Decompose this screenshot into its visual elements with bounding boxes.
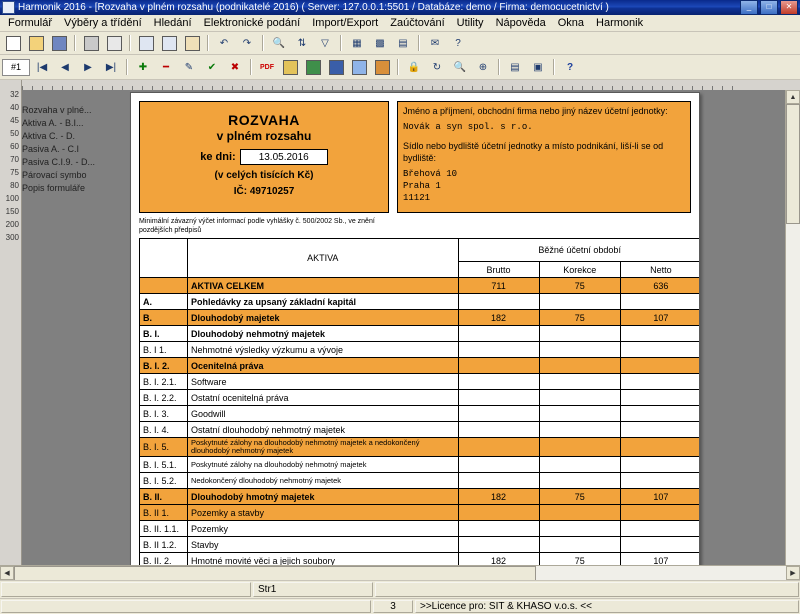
legal-fineprint: Minimální závazný výčet informací podle vyhlášky č. 500/2002 Sb., ve znění pozdějších předpisů xyxy=(139,218,375,234)
row-value-brutto[interactable] xyxy=(458,326,539,342)
zoom-icon[interactable]: ⊕ xyxy=(478,61,488,73)
row-label: Poskytnuté zálohy na dlouhodobý nehmotný majetek a nedokončený dlouhodobý nehmotný majetek xyxy=(187,438,458,457)
row-value-netto[interactable] xyxy=(620,473,700,489)
row-label: Goodwill xyxy=(187,406,458,422)
header-aktiva: AKTIVA xyxy=(187,239,458,278)
row-code: B. I. 4. xyxy=(140,422,188,438)
row-value-netto[interactable] xyxy=(620,294,700,310)
date-row xyxy=(140,149,388,165)
toolbar-separator xyxy=(418,35,420,51)
calendar-icon[interactable]: ▤ xyxy=(510,61,520,73)
field-list-item[interactable]: Párovací symbo xyxy=(22,170,87,180)
row-label: Pozemky xyxy=(187,521,458,537)
row-value-brutto[interactable]: 711 xyxy=(458,278,539,294)
toolbar-separator xyxy=(340,35,342,51)
pdf-icon[interactable]: PDF xyxy=(260,63,274,71)
cut-icon[interactable] xyxy=(135,33,157,54)
ruler-mark: 70 xyxy=(10,155,19,164)
table-row[interactable] xyxy=(140,473,701,489)
row-value-korekce[interactable] xyxy=(539,342,620,358)
row-value-brutto[interactable] xyxy=(458,342,539,358)
form-header xyxy=(139,101,691,213)
scroll-left-button[interactable]: ◀ xyxy=(0,566,14,580)
table-row[interactable] xyxy=(140,326,701,342)
preview-icon[interactable] xyxy=(103,33,125,54)
menu-bar[interactable] xyxy=(0,15,800,32)
app-icon xyxy=(2,1,15,14)
row-value-netto[interactable] xyxy=(620,326,700,342)
row-value-korekce[interactable] xyxy=(539,422,620,438)
row-label: Software xyxy=(187,374,458,390)
html-icon[interactable] xyxy=(348,57,370,78)
company-box xyxy=(397,101,691,213)
lock-icon[interactable]: 🔒 xyxy=(407,61,421,73)
menu-item-utility[interactable]: Utility xyxy=(456,17,484,29)
header-korekce: Korekce xyxy=(539,262,620,278)
row-value-netto[interactable] xyxy=(620,438,700,457)
row-value-netto[interactable] xyxy=(620,390,700,406)
horizontal-scrollbar[interactable] xyxy=(0,565,800,580)
header-current-period: Běžné účetní období xyxy=(458,239,700,262)
table-row[interactable] xyxy=(140,422,701,438)
copy-icon[interactable] xyxy=(158,33,180,54)
row-code: B. II. 1.1. xyxy=(140,521,188,537)
row-value-netto[interactable]: 636 xyxy=(620,278,700,294)
row-value-brutto[interactable]: 182 xyxy=(458,489,539,505)
toolbar-separator xyxy=(207,35,209,51)
row-value-brutto[interactable] xyxy=(458,438,539,457)
row-value-korekce[interactable] xyxy=(539,358,620,374)
ic-value[interactable]: 49710257 xyxy=(249,186,295,197)
ruler-mark: 45 xyxy=(10,116,19,125)
row-code: B. II 1. xyxy=(140,505,188,521)
header-blank xyxy=(140,239,188,278)
menu-item-elektronicke-podani[interactable]: Elektronické podání xyxy=(203,17,301,29)
address-caption: Sídlo nebo bydliště účetní jednotky a místo podnikání, liší-li se od bydliště: xyxy=(403,141,664,163)
row-value-korekce[interactable] xyxy=(539,537,620,553)
table-header-group-row xyxy=(140,239,701,262)
minimize-button[interactable]: _ xyxy=(740,0,758,15)
table-row[interactable] xyxy=(140,294,701,310)
word-icon[interactable] xyxy=(325,57,347,78)
row-value-netto[interactable] xyxy=(620,374,700,390)
menu-item-napoveda[interactable]: Nápověda xyxy=(495,17,546,29)
window-controls[interactable] xyxy=(740,0,798,15)
check-icon[interactable]: ✔ xyxy=(207,61,217,73)
row-label: Nedokončený dlouhodobý nehmotný majetek xyxy=(187,473,458,489)
row-label: Nehmotné výsledky výzkumu a vývoje xyxy=(187,342,458,358)
date-input[interactable]: 13.05.2016 xyxy=(240,149,328,165)
ic-label: IČ: xyxy=(233,186,248,197)
header-brutto: Brutto xyxy=(458,262,539,278)
row-value-korekce[interactable] xyxy=(539,406,620,422)
company-street[interactable]: Břehová 10 xyxy=(403,169,458,179)
row-value-netto[interactable] xyxy=(620,537,700,553)
row-value-brutto[interactable]: 182 xyxy=(458,310,539,326)
ic-row xyxy=(140,186,388,197)
header-netto: Netto xyxy=(620,262,700,278)
window-title: Harmonik 2016 - [Rozvaha v plném rozsahu (podnikatelé 2016) ( Server: 127.0.0.1:5501 / Databáze: demo / Firma: democucetnictví ) xyxy=(18,2,609,13)
row-value-korekce[interactable] xyxy=(539,521,620,537)
save-icon[interactable] xyxy=(48,33,70,54)
toolbar-separator xyxy=(74,35,76,51)
row-value-brutto[interactable] xyxy=(458,473,539,489)
excel-icon[interactable] xyxy=(302,57,324,78)
refresh-icon[interactable]: ↻ xyxy=(432,61,442,73)
table-row[interactable] xyxy=(140,310,701,326)
main-toolbar[interactable] xyxy=(0,32,800,55)
row-code: B. I. 5. xyxy=(140,438,188,457)
row-value-korekce[interactable] xyxy=(539,326,620,342)
row-value-brutto[interactable]: 182 xyxy=(458,553,539,566)
row-label: Ostatní ocenitelná práva xyxy=(187,390,458,406)
ruler-mark: 100 xyxy=(5,194,19,203)
row-value-korekce[interactable] xyxy=(539,457,620,473)
toolbar-separator xyxy=(553,59,555,75)
table-row[interactable] xyxy=(140,457,701,473)
row-value-korekce[interactable]: 75 xyxy=(539,489,620,505)
row-value-brutto[interactable] xyxy=(458,406,539,422)
plus-icon[interactable]: ✚ xyxy=(138,61,148,73)
row-value-korekce[interactable] xyxy=(539,390,620,406)
open-icon[interactable] xyxy=(25,33,47,54)
table-row[interactable] xyxy=(140,553,701,566)
undo-icon[interactable]: ↶ xyxy=(219,37,229,49)
scroll-right-button[interactable]: ▶ xyxy=(786,566,800,580)
row-value-netto[interactable] xyxy=(620,457,700,473)
bottom-left xyxy=(1,600,371,613)
row-code: B. I. 2. xyxy=(140,358,188,374)
mail-icon[interactable]: ✉ xyxy=(430,37,440,49)
field-list-item[interactable]: Aktiva C. - D. xyxy=(22,131,76,141)
print-icon[interactable] xyxy=(80,33,102,54)
rozvaha-table xyxy=(139,238,700,565)
ruler-mark: 75 xyxy=(10,168,19,177)
cancel-icon[interactable]: ✖ xyxy=(230,61,240,73)
row-code: B. I. xyxy=(140,326,188,342)
row-code: A. xyxy=(140,294,188,310)
menu-item-zauctovani[interactable]: Zaúčtování xyxy=(390,17,445,29)
ruler-mark: 32 xyxy=(10,90,19,99)
row-code: B. I. 2.2. xyxy=(140,390,188,406)
row-code: B. II. 2. xyxy=(140,553,188,566)
row-value-netto[interactable] xyxy=(620,406,700,422)
field-list-item[interactable]: Aktiva A. - B.I... xyxy=(22,118,84,128)
ruler-mark: 60 xyxy=(10,142,19,151)
row-value-korekce[interactable]: 75 xyxy=(539,278,620,294)
row-code: B. I. 5.1. xyxy=(140,457,188,473)
row-value-brutto[interactable] xyxy=(458,358,539,374)
menu-item-import-export[interactable]: Import/Export xyxy=(312,17,379,29)
next-record-button[interactable]: ▶ xyxy=(84,61,92,73)
toolbar-separator xyxy=(129,35,131,51)
company-caption: Jméno a příjmení, obchodní firma nebo jiný název účetní jednotky: xyxy=(403,106,668,116)
minus-icon[interactable]: ━ xyxy=(162,61,170,73)
row-value-brutto[interactable] xyxy=(458,505,539,521)
row-value-korekce[interactable] xyxy=(539,438,620,457)
table-row[interactable] xyxy=(140,489,701,505)
redo-icon[interactable]: ↷ xyxy=(242,37,252,49)
row-value-netto[interactable] xyxy=(620,422,700,438)
row-code xyxy=(140,278,188,294)
company-name[interactable]: Novák a syn spol. s r.o. xyxy=(403,122,533,132)
first-record-button[interactable]: |◀ xyxy=(36,61,48,73)
last-record-button[interactable]: ▶| xyxy=(105,61,117,73)
row-value-korekce[interactable]: 75 xyxy=(539,553,620,566)
field-list-item[interactable]: Rozvaha v plné... xyxy=(22,105,92,115)
row-value-korekce[interactable]: 75 xyxy=(539,310,620,326)
xml-icon[interactable] xyxy=(279,57,301,78)
field-list-item[interactable]: Popis formuláře xyxy=(22,183,86,193)
status-sheet: Str1 xyxy=(253,582,373,597)
toolbar-separator xyxy=(126,59,128,75)
row-value-netto[interactable] xyxy=(620,505,700,521)
row-value-brutto[interactable] xyxy=(458,521,539,537)
row-value-brutto[interactable] xyxy=(458,390,539,406)
table-row[interactable] xyxy=(140,278,701,294)
status-spacer xyxy=(375,582,799,597)
new-icon[interactable] xyxy=(2,33,24,54)
row-label: Dlouhodobý majetek xyxy=(187,310,458,326)
row-code: B. II. xyxy=(140,489,188,505)
row-value-korekce[interactable] xyxy=(539,294,620,310)
row-value-korekce[interactable] xyxy=(539,505,620,521)
row-value-netto[interactable] xyxy=(620,521,700,537)
scroll-up-button[interactable]: ▲ xyxy=(786,90,800,104)
row-value-brutto[interactable] xyxy=(458,537,539,553)
row-value-korekce[interactable] xyxy=(539,473,620,489)
toolbar-separator xyxy=(397,59,399,75)
row-label: Pozemky a stavby xyxy=(187,505,458,521)
row-code: B. I. 3. xyxy=(140,406,188,422)
help-question-icon[interactable]: ? xyxy=(566,61,574,73)
table-body xyxy=(140,278,701,566)
toolbar-separator xyxy=(498,59,500,75)
row-code: B. I 1. xyxy=(140,342,188,358)
export-icon[interactable]: ▤ xyxy=(398,37,408,49)
work-area xyxy=(0,80,800,565)
table-row[interactable] xyxy=(140,537,701,553)
row-code: B. xyxy=(140,310,188,326)
calc-icon[interactable]: ▣ xyxy=(533,61,543,73)
company-zip[interactable]: 11121 xyxy=(403,193,431,203)
table-row[interactable] xyxy=(140,342,701,358)
maximize-button[interactable]: □ xyxy=(760,0,778,15)
ruler-mark: 200 xyxy=(5,220,19,229)
grid-icon[interactable]: ▦ xyxy=(352,37,362,49)
toolbar-separator xyxy=(262,35,264,51)
toolbar-separator xyxy=(250,59,252,75)
company-city[interactable]: Praha 1 xyxy=(403,181,441,191)
form-title-line2: v plném rozsahu xyxy=(216,129,312,143)
row-code: B. I. 5.2. xyxy=(140,473,188,489)
table-row[interactable] xyxy=(140,505,701,521)
date-label: ke dni: xyxy=(200,151,236,163)
search-icon[interactable]: 🔍 xyxy=(453,61,467,73)
ruler-mark: 300 xyxy=(5,233,19,242)
help-icon[interactable]: ? xyxy=(455,37,461,49)
form-title-box xyxy=(139,101,389,213)
row-value-netto[interactable]: 107 xyxy=(620,553,700,566)
status-bar xyxy=(0,580,800,598)
row-label: Dlouhodobý hmotný majetek xyxy=(187,489,458,505)
edit-icon[interactable]: ✎ xyxy=(184,61,194,73)
row-label: Ostatní dlouhodobý nehmotný majetek xyxy=(187,422,458,438)
units-label: (v celých tisících Kč) xyxy=(214,170,314,181)
find-icon[interactable]: 🔍 xyxy=(272,37,286,49)
form-page xyxy=(130,92,700,565)
field-list-item[interactable]: Pasiva A. - C.I xyxy=(22,144,80,154)
table-row[interactable] xyxy=(140,374,701,390)
ruler-mark: 150 xyxy=(5,207,19,216)
row-label: Hmotné movité věci a jejich soubory xyxy=(187,553,458,566)
row-value-netto[interactable] xyxy=(620,342,700,358)
image-icon[interactable] xyxy=(371,57,393,78)
record-indicator: #1 xyxy=(2,59,30,76)
page-number: 3 xyxy=(373,600,413,613)
previous-record-button[interactable]: ◀ xyxy=(61,61,69,73)
document-viewport xyxy=(22,80,800,565)
filter-icon[interactable]: ▽ xyxy=(321,37,329,49)
field-list[interactable] xyxy=(22,104,122,195)
horizontal-scroll-thumb[interactable] xyxy=(14,566,536,581)
chart-icon[interactable]: ▩ xyxy=(375,37,385,49)
row-value-brutto[interactable] xyxy=(458,457,539,473)
row-value-netto[interactable]: 107 xyxy=(620,489,700,505)
table-row[interactable] xyxy=(140,358,701,374)
form-sheet xyxy=(22,90,786,565)
paste-icon[interactable] xyxy=(181,33,203,54)
status-left xyxy=(1,582,251,597)
row-value-netto[interactable] xyxy=(620,358,700,374)
row-label: Poskytnuté zálohy na dlouhodobý nehmotný majetek xyxy=(187,457,458,473)
table-row[interactable] xyxy=(140,438,701,457)
row-label: Stavby xyxy=(187,537,458,553)
sort-icon[interactable]: ⇅ xyxy=(297,37,307,49)
title-bar xyxy=(0,0,800,15)
ruler-mark: 40 xyxy=(10,103,19,112)
row-code: B. II 1.2. xyxy=(140,537,188,553)
row-value-brutto[interactable] xyxy=(458,294,539,310)
vertical-scroll-thumb[interactable] xyxy=(786,104,800,224)
field-list-item[interactable]: Pasiva C.I.9. - D... xyxy=(22,157,96,167)
menu-item-okna[interactable]: Okna xyxy=(557,17,585,29)
row-value-netto[interactable]: 107 xyxy=(620,310,700,326)
license-text: >>Licence pro: SIT & KHASO v.o.s. << xyxy=(415,600,799,613)
menu-item-harmonik[interactable]: Harmonik xyxy=(596,17,644,29)
table-row[interactable] xyxy=(140,521,701,537)
menu-item-formular[interactable]: Formulář xyxy=(8,17,53,29)
row-label: AKTIVA CELKEM xyxy=(187,278,458,294)
form-title-line1: ROZVAHA xyxy=(228,112,300,128)
ruler-mark: 80 xyxy=(10,181,19,190)
row-value-brutto[interactable] xyxy=(458,422,539,438)
record-toolbar[interactable] xyxy=(0,55,800,80)
row-label: Dlouhodobý nehmotný majetek xyxy=(187,326,458,342)
row-label: Pohledávky za upsaný základní kapitál xyxy=(187,294,458,310)
menu-item-vybery-a-trideni[interactable]: Výběry a třídění xyxy=(64,17,142,29)
close-button[interactable]: ✕ xyxy=(780,0,798,15)
bottom-bar xyxy=(0,598,800,614)
vertical-scrollbar[interactable] xyxy=(785,90,800,565)
row-label: Ocenitelná práva xyxy=(187,358,458,374)
table-row[interactable] xyxy=(140,406,701,422)
row-value-korekce[interactable] xyxy=(539,374,620,390)
menu-item-hledani[interactable]: Hledání xyxy=(153,17,192,29)
row-code: B. I. 2.1. xyxy=(140,374,188,390)
table-row[interactable] xyxy=(140,390,701,406)
vertical-ruler xyxy=(0,80,22,565)
row-value-brutto[interactable] xyxy=(458,374,539,390)
ruler-mark: 50 xyxy=(10,129,19,138)
